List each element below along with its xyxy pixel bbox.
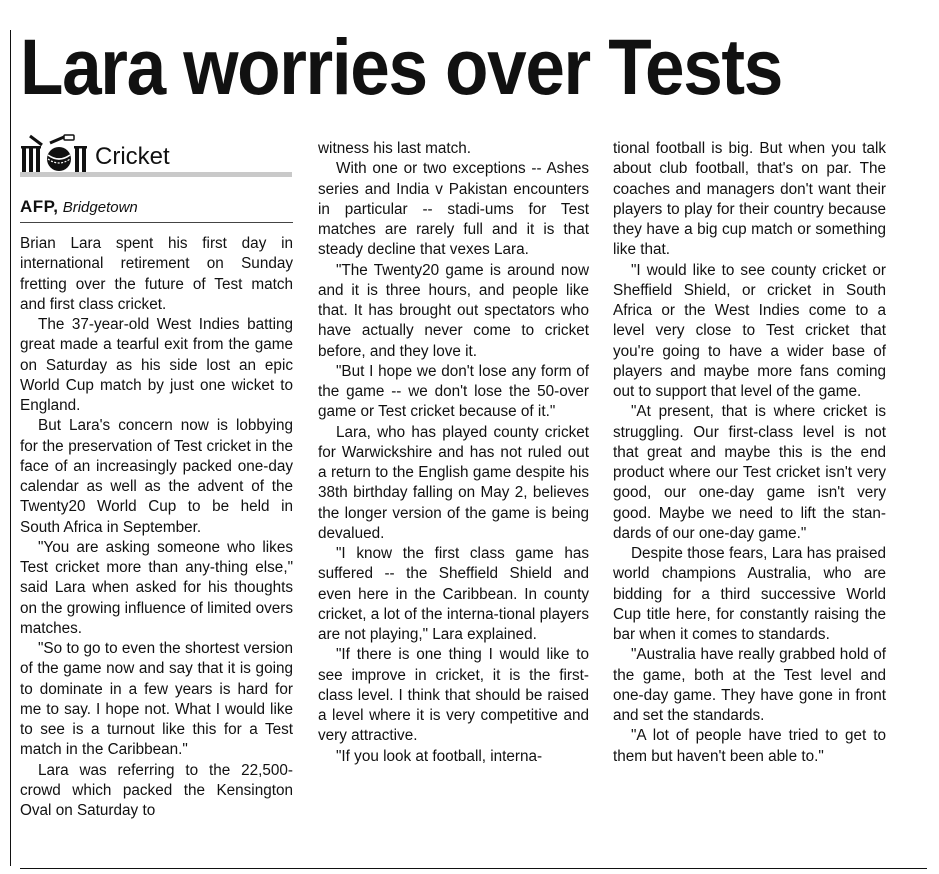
byline	[20, 197, 138, 218]
paragraph: "Australia have really grabbed hold of the game, both at the Test level and one-day game. They have gone in front and set the standards.	[613, 646, 886, 724]
paragraph: "The Twenty20 game is around now and it is three hours, and people like that. It has brought out spectators who have actually never come to cricket before, and they love it.	[318, 261, 589, 360]
headline: Lara worries over Tests	[20, 22, 782, 111]
paragraph: "I would like to see county cricket or Sheffield Shield, or cricket in South Africa or the West Indies come to a level very close to Test cricket that you're going to have a wider base of players and maybe more fans coming out to support that level of the game.	[613, 261, 886, 400]
cricket-stumps-ball-icon	[20, 134, 92, 174]
byline-dateline: Bridgetown	[62, 199, 138, 216]
article-column-3	[613, 139, 886, 767]
section-label: Cricket	[95, 143, 170, 170]
bottom-rule	[20, 868, 927, 869]
paragraph: "A lot of people have tried to get to them but haven't been able to."	[613, 727, 886, 765]
section-rule	[20, 172, 292, 177]
paragraph: With one or two exceptions -- Ashes series and India v Pakistan encounters in particular -- stadi-ums for Test matches are rarely full and it is that steady decline that vexes Lara.	[318, 160, 589, 259]
paragraph: "So to go to even the shortest version of the game now and say that it is going to dominate in a few years is hard for me to say. I hope not. What I would like to see is a turnout like this for a Test match in the Caribbean."	[20, 640, 293, 759]
article-column-2	[318, 139, 589, 767]
paragraph: The 37-year-old West Indies batting great made a tearful exit from the game on Saturday as his side lost an epic World Cup match by just one wicket to England.	[20, 316, 293, 414]
paragraph: Despite those fears, Lara has praised world champions Australia, who are bidding for a third successive World Cup title here, for constantly raising the bar when it comes to standards.	[613, 545, 886, 643]
paragraph: witness his last match.	[318, 140, 472, 157]
left-column-rule	[10, 30, 11, 866]
paragraph: Brian Lara spent his first day in international retirement on Sunday fretting over the future of Test match and first class cricket.	[20, 235, 293, 313]
byline-agency: AFP,	[20, 197, 59, 216]
paragraph: "You are asking someone who likes Test cricket more than any-thing else," said Lara when asked for his thoughts on the growing influence of limited overs matches.	[20, 538, 293, 637]
paragraph: "If there is one thing I would like to see improve in cricket, it is the first-class level. I think that should be raised a level where it is very competitive and very attractive.	[318, 646, 589, 745]
paragraph: "I know the first class game has suffered -- the Sheffield Shield and even here in the Caribbean. In county cricket, a lot of the interna-tional players are not playing," Lara explained.	[318, 545, 589, 643]
paragraph: "If you look at football, interna-	[336, 747, 543, 765]
article-column-1	[20, 234, 293, 821]
paragraph: Lara was referring to the 22,500-crowd which packed the Kensington Oval on Saturday to	[20, 761, 293, 819]
paragraph: "At present, that is where cricket is struggling. Our first-class level is not that great and maybe this is the end product where our Test cricket isn't very good, our one-day game isn't very good. Maybe we need to lift the stan-dards of our one-day game."	[613, 403, 886, 542]
byline-rule	[20, 222, 293, 223]
paragraph: Lara, who has played county cricket for Warwickshire and has not ruled out a return to the English game despite his 38th birthday falling on May 2, believes the longer version of the game is being devalued.	[318, 423, 589, 542]
section-header	[20, 132, 293, 178]
paragraph: But Lara's concern now is lobbying for the preservation of Test cricket in the face of an increasingly packed one-day calendar as well as the advent of the Twenty20 World Cup to be held in South Africa in September.	[20, 417, 293, 536]
paragraph: "But I hope we don't lose any form of the game -- we don't lose the 50-over game or Test cricket because of it."	[318, 362, 589, 421]
paragraph: tional football is big. But when you talk about club football, that's on par. The coaches and managers don't want their players to play for their country because they have a big cup match or something like that.	[613, 140, 886, 259]
